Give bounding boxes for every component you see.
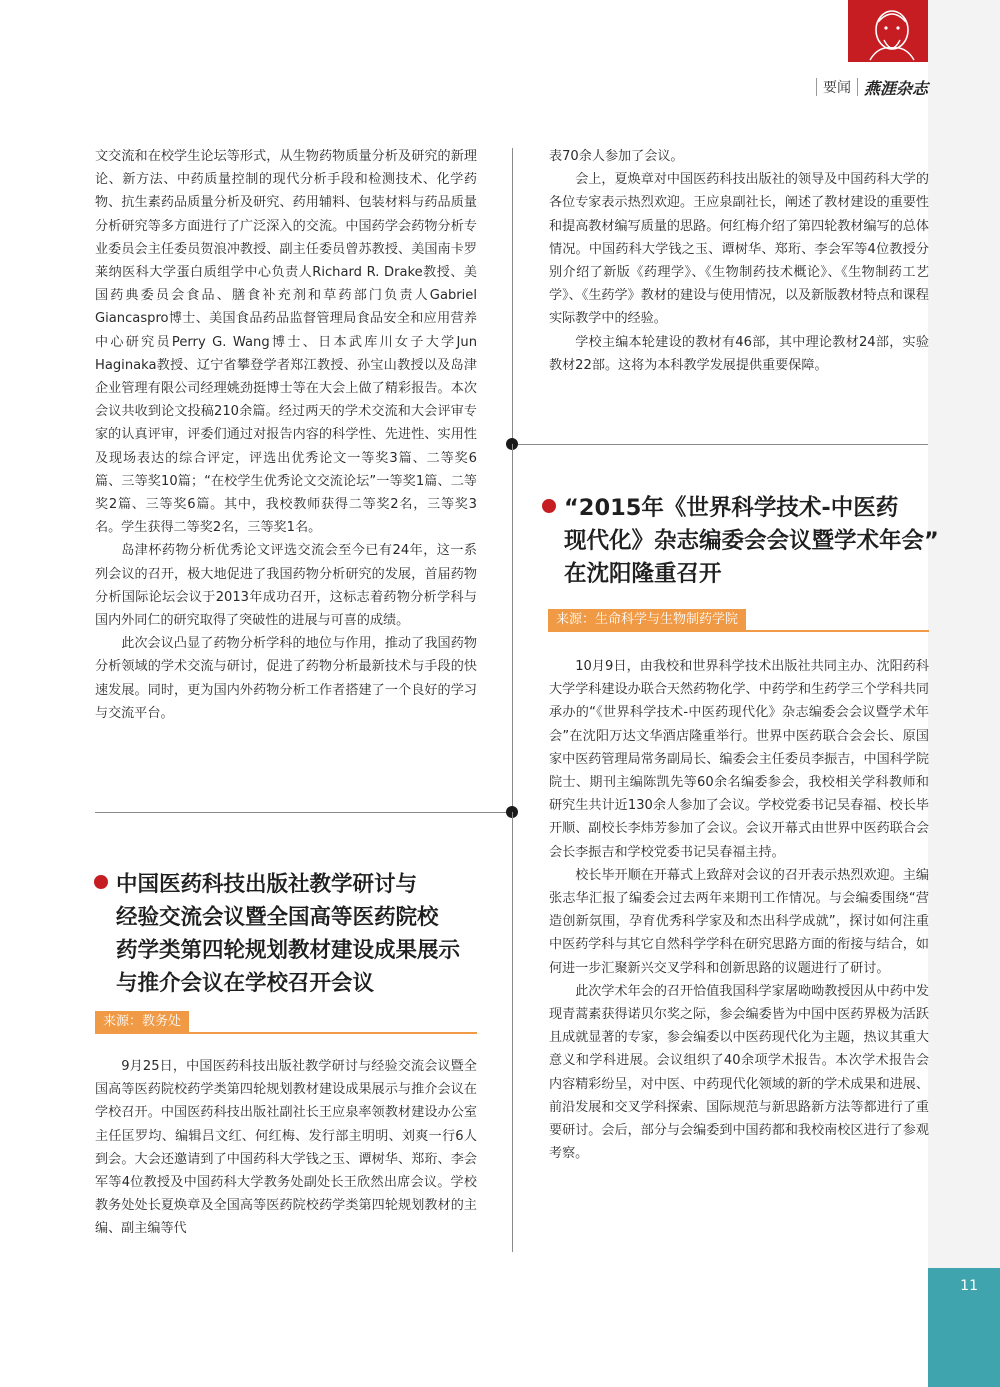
paragraph: 10月9日，由我校和世界科学技术出版社共同主办、沈阳药科大学学科建设办联合天然药物化学、中药学和生药学三个学科共同承办的“《世界科学技术-中医药现代化》杂志编委会会议暨学术年会”在沈阳万达文华酒店隆重举行。世界中医药联合会会长、原国家中医药管理局常务副局长、编委会主任委员李振吉，中国科学院院士、期刊主编陈凯先等60余名编委参会，我校相关学科教师和研究生共计近130余人参加了会议。学校党委书记吴春福、校长毕开顺、副校长李炜芳参加了会议。会议开幕式由世界中医药联合会会长李振吉和学校党委书记吴春福主持。 bbox=[549, 659, 929, 860]
paragraph: 表70余人参加了会议。 bbox=[549, 149, 684, 164]
article1-body bbox=[95, 1055, 477, 1241]
column-divider bbox=[512, 444, 513, 812]
headline-line: 与推介会议在学校召开会议 bbox=[116, 971, 375, 996]
section-divider bbox=[512, 444, 928, 445]
headline-line: 中国医药科技出版社教学研讨与 bbox=[94, 868, 504, 901]
right-top-article bbox=[549, 145, 929, 377]
article2-body bbox=[549, 655, 929, 1165]
paragraph: 学校主编本轮建设的教材有46部，其中理论教材24部，实验教材22部。这将为本科教学发展提供重要保障。 bbox=[549, 334, 929, 373]
article2-source-tag bbox=[548, 608, 929, 632]
paragraph: 此次会议凸显了药物分析学科的地位与作用，推动了我国药物分析领域的学术交流与研讨，促进了药物分析最新技术与手段的快速发展。同时，更为国内外药物分析工作者搭建了一个良好的学习与交流平台。 bbox=[95, 636, 477, 721]
page-number: 11 bbox=[960, 1278, 978, 1294]
bullet-icon bbox=[542, 499, 556, 513]
article1-source-tag bbox=[95, 1010, 477, 1034]
right-margin-stripe bbox=[928, 0, 1000, 1387]
paragraph: 会上，夏焕章对中国医药科技出版社的领导及中国药科大学的各位专家表示热烈欢迎。王应泉副社长，阐述了教材建设的重要性和提高教材编写质量的思路。何红梅介绍了第四轮教材编写的总体情况。中国药科大学钱之玉、谭树华、郑珩、李会军等4位教授分别介绍了新版《药理学》、《生物制药技术概论》、《生物制药工艺学》、《生药学》教材的建设与使用情况，以及新版教材特点和课程实际教学中的经验。 bbox=[549, 172, 929, 327]
headline-line: 在沈阳隆重召开 bbox=[564, 561, 722, 587]
divider bbox=[816, 78, 817, 96]
paragraph: 文交流和在校学生论坛等形式，从生物药物质量分析及研究的新理论、新方法、中药质量控制的现代分析手段和检测技术、化学药物、抗生素药品质量分析及研究、药用辅料、包装材料与药品质量分析研究等多方面进行了广泛深入的交流。中国药学会药物分析专业委员会主任委员贺浪冲教授、副主任委员曾苏教授、美国南卡罗莱纳医科大学蛋白质组学中心负责人Richard R. Drake教授、美国药典委员会食品、膳食补充剂和草药部门负责人Gabriel Giancaspro博士、美国食品药品监督管理局食品安全和应用营养中心研究员Perry G. Wang博士、日本武库川女子大学Jun Haginaka教授、辽宁省攀登学者郑江教授、孙宝山教授以及岛津企业管理有限公司经理姚劲挺博士等在大会上做了精彩报告。本次会议共收到论文投稿210余篇。经过两天的学术交流和大会评审专家的认真评审，评委们通过对报告内容的科学性、先进性、实用性及现场表达的综合评定，评选出优秀论文一等奖3篇、二等奖6篇、三等奖10篇；“在校学生优秀论文交流论坛”一等奖1篇、二等奖2篇、三等奖6篇。其中，我校教师获得二等奖2名，三等奖3名。学生获得二等奖2名，三等奖1名。 bbox=[95, 149, 477, 536]
left-top-article bbox=[95, 145, 477, 725]
article1-headline bbox=[94, 868, 504, 1000]
source-label: 来源：教务处 bbox=[95, 1011, 189, 1033]
section-header bbox=[816, 74, 928, 100]
section-divider bbox=[95, 812, 512, 813]
paragraph: 岛津杯药物分析优秀论文评选交流会至今已有24年，这一系列会议的召开，极大地促进了我国药物分析研究的发展，首届药物分析国际论坛会议于2013年成功召开，这标志着药物分析学科与国内外同仁的研究取得了突破性的进展与可喜的成绩。 bbox=[95, 543, 477, 629]
paragraph: 此次学术年会的召开恰值我国科学家屠呦呦教授因从中药中发现青蒿素获得诺贝尔奖之际，参会编委皆为中国中医药界极为活跃且成就显著的专家，参会编委以中医药现代化为主题，热议其重大意义和学科进展。会议组织了40余项学术报告。本次学术报告会内容精彩纷呈，对中医、中药现代化领域的新的学术成果和进展、前沿发展和交叉学科探索、国际规范与新思路新方法等都进行了重要研讨。会后，部分与会编委到中国药都和我校南校区进行了参观考察。 bbox=[549, 983, 929, 1162]
paragraph: 9月25日，中国医药科技出版社教学研讨与经验交流会议暨全国高等医药院校药学类第四轮规划教材建设成果展示与推介会议在学校召开。中国医药科技出版社副社长王应泉率领教材建设办公室主任匡罗均、编辑吕文红、何红梅、发行部主明明、刘爽一行6人到会。大会还邀请到了中国药科大学钱之玉、谭树华、郑珩、李会军等4位教授及中国药科大学教务处副处长王欣然出席会议。学校教务处处长夏焕章及全国高等医药院校药学类第四轮规划教材的主编、副主编等代 bbox=[95, 1059, 477, 1237]
column-divider bbox=[512, 148, 513, 444]
source-label: 来源：生命科学与生物制药学院 bbox=[548, 609, 746, 631]
paragraph: 校长毕开顺在开幕式上致辞对会议的召开表示热烈欢迎。主编张志华汇报了编委会过去两年来期刊工作情况。与会编委围绕“营造创新氛围，孕育优秀科学家及和杰出科学成就”，探讨如何注重中医药学科与其它自然科学学科在研究思路方面的衔接与结合，如何进一步汇聚新兴交叉学科和创新思路的议题进行了研讨。 bbox=[549, 867, 929, 976]
headline-line: “2015年《世界科学技术-中医药 bbox=[542, 492, 932, 525]
divider bbox=[857, 78, 858, 96]
article2-headline bbox=[542, 492, 939, 591]
headline-line: 药学类第四轮规划教材建设成果展示 bbox=[116, 938, 461, 963]
column-divider bbox=[512, 812, 513, 1252]
magazine-logo bbox=[848, 0, 928, 62]
headline-line: 现代化》杂志编委会会议暨学术年会” bbox=[564, 528, 939, 554]
section-label: 要闻 bbox=[822, 80, 851, 96]
portrait-emblem-icon bbox=[848, 0, 928, 62]
magazine-brand: 燕涯杂志 bbox=[863, 78, 928, 98]
bullet-icon bbox=[94, 875, 108, 889]
headline-line: 经验交流会议暨全国高等医药院校 bbox=[116, 905, 439, 930]
